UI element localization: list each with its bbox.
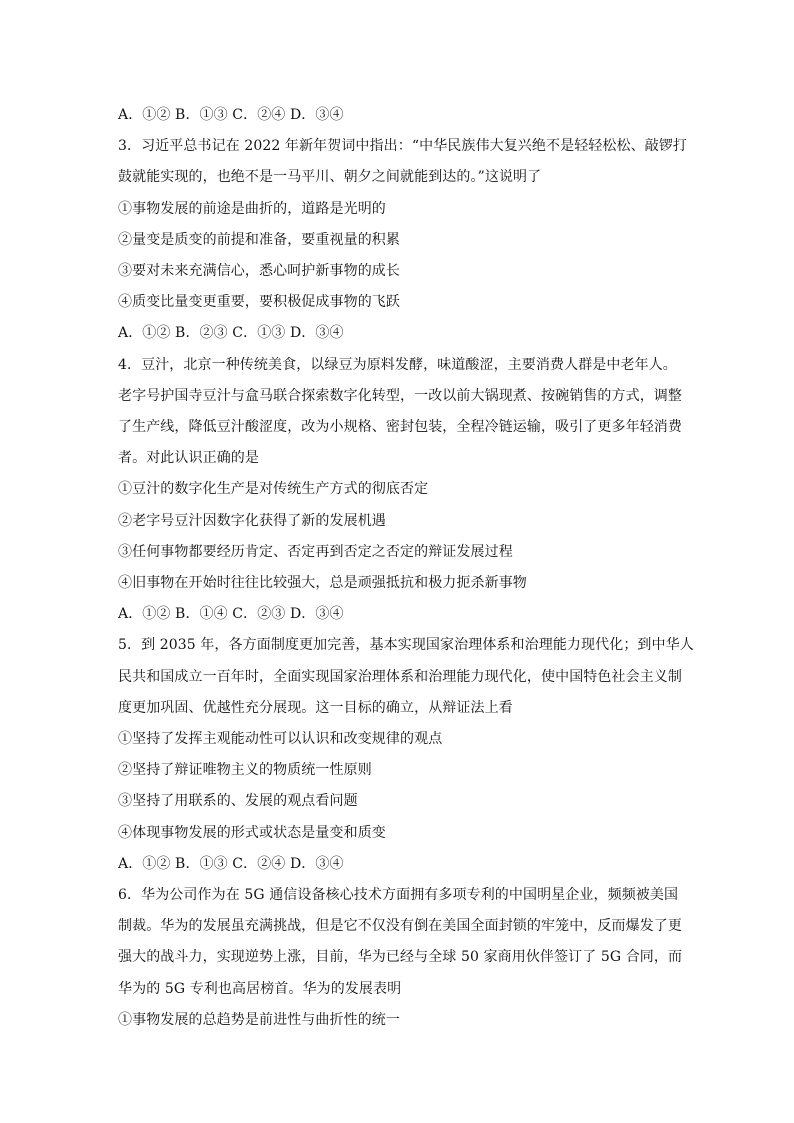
q4-stem-line-3: 了生产线，降低豆汁酸涩度，改为小规格、密封包装，全程冷链运输，吸引了更多年轻消费 [118, 419, 682, 436]
q3-stem-line-1: 3．习近平总书记在 2022 年新年贺词中指出：“中华民族伟大复兴绝不是轻轻松松、敲锣打 [118, 138, 687, 155]
q6-stem-line-4: 华为的 5G 专利也高居榜首。华为的发展表明 [118, 980, 402, 997]
q4-answer-choices: A．①② B．①④ C．②③ D．③④ [118, 606, 344, 623]
q4-stem-line-4: 者。对此认识正确的是 [118, 450, 259, 467]
q5-option-3: ③坚持了用联系的、发展的观点看问题 [118, 793, 358, 810]
q5-answer-choices: A．①② B．①③ C．②④ D．③④ [118, 855, 344, 872]
q6-stem-line-2: 制裁。华为的发展虽充满挑战，但是它不仅没有倒在美国全面封锁的牢笼中，反而爆发了更 [118, 918, 682, 935]
q3-stem-line-2: 鼓就能实现的，也绝不是一马平川、朝夕之间就能到达的。”这说明了 [118, 169, 542, 186]
q3-option-2: ②量变是质变的前提和准备，要重视量的积累 [118, 231, 400, 248]
q6-stem-line-1: 6．华为公司作为在 5G 通信设备核心技术方面拥有多项专利的中国明星企业，频频被美国 [118, 887, 679, 904]
q3-option-1: ①事物发展的前途是曲折的，道路是光明的 [118, 200, 386, 217]
q4-stem-line-1: 4．豆汁，北京一种传统美食，以绿豆为原料发酵，味道酸涩，主要消费人群是中老年人。 [118, 356, 677, 373]
q6-option-1: ①事物发展的总趋势是前进性与曲折性的统一 [118, 1011, 400, 1028]
q3-answer-choices: A．①② B．②③ C．①③ D．③④ [118, 325, 344, 342]
q5-option-1: ①坚持了发挥主观能动性可以认识和改变规律的观点 [118, 731, 443, 748]
q4-option-4: ④旧事物在开始时往往比较强大，总是顽强抵抗和极力扼杀新事物 [118, 575, 527, 592]
q3-option-3: ③要对未来充满信心，悉心呵护新事物的成长 [118, 263, 400, 280]
q3-option-4: ④质变比量变更重要，要积极促成事物的飞跃 [118, 294, 400, 311]
document-body [118, 100, 694, 1036]
q5-stem-line-2: 民共和国成立一百年时，全面实现国家治理体系和治理能力现代化，使中国特色社会主义制 [118, 668, 682, 685]
q5-stem-line-3: 度更加巩固、优越性充分展现。这一目标的确立，从辩证法上看 [118, 699, 513, 716]
q5-option-4: ④体现事物发展的形式或状态是量变和质变 [118, 824, 386, 841]
q4-option-1: ①豆汁的数字化生产是对传统生产方式的彻底否定 [118, 481, 429, 498]
q5-stem-line-1: 5．到 2035 年，各方面制度更加完善，基本实现国家治理体系和治理能力现代化；到中华人 [118, 637, 694, 654]
q4-option-2: ②老字号豆汁因数字化获得了新的发展机遇 [118, 512, 386, 529]
q2-answer-choices: A．①② B．①③ C．②④ D．③④ [118, 107, 344, 123]
q5-option-2: ②坚持了辩证唯物主义的物质统一性原则 [118, 762, 372, 779]
q4-stem-line-2: 老字号护国寺豆汁与盒马联合探索数字化转型，一改以前大锅现煮、按碗销售的方式，调整 [118, 387, 682, 404]
q6-stem-line-3: 强大的战斗力，实现逆势上涨，目前，华为已经与全球 50 家商用伙伴签订了 5G 合同，而 [118, 949, 683, 966]
q4-option-3: ③任何事物都要经历肯定、否定再到否定之否定的辩证发展过程 [118, 543, 513, 560]
